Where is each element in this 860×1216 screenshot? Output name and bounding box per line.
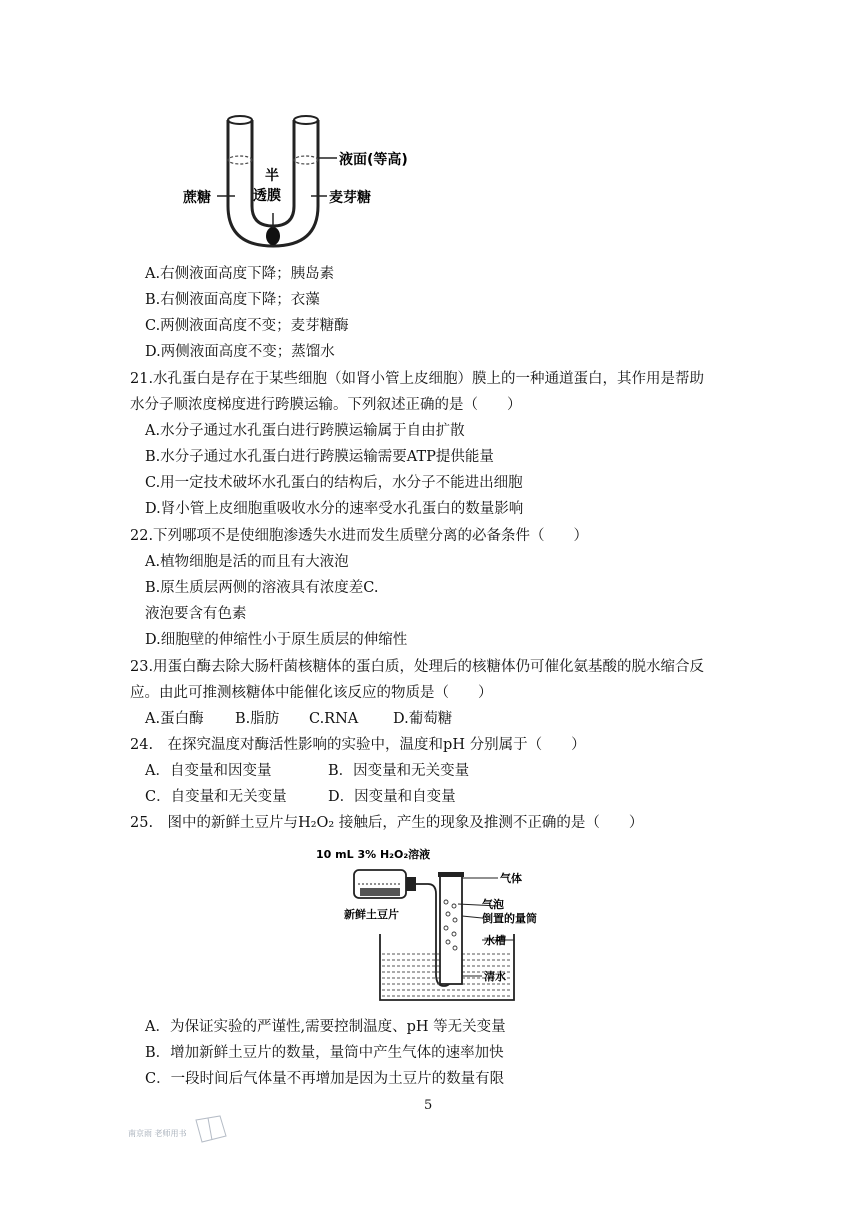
page-number: 5 bbox=[424, 1098, 433, 1113]
watermark bbox=[128, 1112, 238, 1150]
q21-option-d: D.肾小管上皮细胞重吸收水分的速率受水孔蛋白的数量影响 bbox=[145, 501, 524, 517]
watermark-text: 南京雨 老师用书 bbox=[128, 1129, 187, 1138]
label-sucrose: 蔗糖 bbox=[183, 190, 211, 206]
membrane-blob bbox=[266, 227, 280, 245]
q20-option-d: D.两侧液面高度不变；蒸馏水 bbox=[145, 344, 335, 360]
q24-option-b: B．因变量和无关变量 bbox=[328, 763, 470, 779]
q20-option-b: B.右侧液面高度下降；衣藻 bbox=[145, 292, 320, 308]
q25-stem-pre: 25. 图中的新鲜土豆片与 bbox=[130, 815, 299, 831]
label-gas: 气体 bbox=[500, 872, 522, 885]
q23-option-d: D.葡萄糖 bbox=[393, 711, 453, 727]
q24-option-a: A．自变量和因变量 bbox=[145, 763, 272, 779]
q20-option-c: C.两侧液面高度不变；麦芽糖酶 bbox=[145, 318, 349, 334]
q22-option-c: 液泡要含有色素 bbox=[145, 606, 247, 622]
q21-option-c: C.用一定技术破坏水孔蛋白的结构后，水分子不能进出细胞 bbox=[145, 475, 523, 491]
q24-stem: 24. 在探究温度对酶活性影响的实验中，温度和pH 分别属于（ ） bbox=[130, 737, 586, 753]
q21-stem-line1: 21.水孔蛋白是存在于某些细胞（如肾小管上皮细胞）膜上的一种通道蛋白，其作用是帮助 bbox=[130, 371, 705, 387]
q23-stem-line2: 应。由此可推测核糖体中能催化该反应的物质是（ ） bbox=[130, 685, 493, 701]
q25-formula: H₂O₂ bbox=[298, 815, 335, 831]
label-membrane-1: 半 bbox=[265, 168, 279, 184]
q22-stem: 22.下列哪项不是使细胞渗透失水进而发生质壁分离的必备条件（ ） bbox=[130, 528, 589, 544]
q24-options-row1 bbox=[145, 761, 469, 781]
label-water: 清水 bbox=[484, 970, 506, 983]
q25-option-c: C．一段时间后气体量不再增加是因为土豆片的数量有限 bbox=[145, 1071, 505, 1087]
label-membrane-2: 透膜 bbox=[253, 188, 281, 204]
label-liquid-level: 液面(等高) bbox=[339, 152, 408, 168]
q21-stem-line2: 水分子顺浓度梯度进行跨膜运输。下列叙述正确的是（ ） bbox=[130, 397, 522, 413]
q24-option-c: C．自变量和无关变量 bbox=[145, 789, 287, 805]
q21-option-b: B.水分子通过水孔蛋白进行跨膜运输需要ATP提供能量 bbox=[145, 449, 494, 465]
q23-option-b: B.脂肪 bbox=[235, 711, 280, 727]
q25-stem bbox=[130, 813, 643, 833]
q24-option-d: D．因变量和自变量 bbox=[328, 789, 456, 805]
q25-option-a: A．为保证实验的严谨性,需要控制温度、pH 等无关变量 bbox=[145, 1019, 506, 1035]
q24-options-row2 bbox=[145, 787, 456, 807]
q25-stem-post: 接触后，产生的现象及推测不正确的是（ ） bbox=[334, 815, 644, 831]
q25-option-b: B．增加新鲜土豆片的数量，量筒中产生气体的速率加快 bbox=[145, 1045, 504, 1061]
label-solution: 10 mL 3% H₂O₂溶液 bbox=[316, 848, 431, 861]
q22-option-a: A.植物细胞是活的而且有大液泡 bbox=[145, 554, 349, 570]
q23-option-a: A.蛋白酶 bbox=[145, 711, 204, 727]
q23-option-c: C.RNA bbox=[309, 711, 359, 727]
label-bubbles: 气泡 bbox=[482, 898, 504, 911]
label-trough: 水槽 bbox=[484, 934, 506, 947]
label-maltose: 麦芽糖 bbox=[329, 190, 371, 206]
q22-option-d: D.细胞壁的伸缩性小于原生质层的伸缩性 bbox=[145, 632, 408, 648]
h2o2-apparatus-figure bbox=[312, 844, 562, 1004]
q20-option-a: A.右侧液面高度下降；胰岛素 bbox=[145, 266, 335, 282]
q23-options-row bbox=[145, 709, 452, 729]
q23-stem-line1: 23.用蛋白酶去除大肠杆菌核糖体的蛋白质，处理后的核糖体仍可催化氨基酸的脱水缩合反 bbox=[130, 659, 705, 675]
q22-option-b: B.原生质层两侧的溶液具有浓度差C. bbox=[145, 580, 379, 596]
q21-option-a: A.水分子通过水孔蛋白进行跨膜运输属于自由扩散 bbox=[145, 423, 465, 439]
label-cylinder: 倒置的量筒 bbox=[482, 912, 537, 925]
label-potato: 新鲜土豆片 bbox=[344, 908, 399, 921]
u-tube-figure bbox=[165, 108, 425, 256]
